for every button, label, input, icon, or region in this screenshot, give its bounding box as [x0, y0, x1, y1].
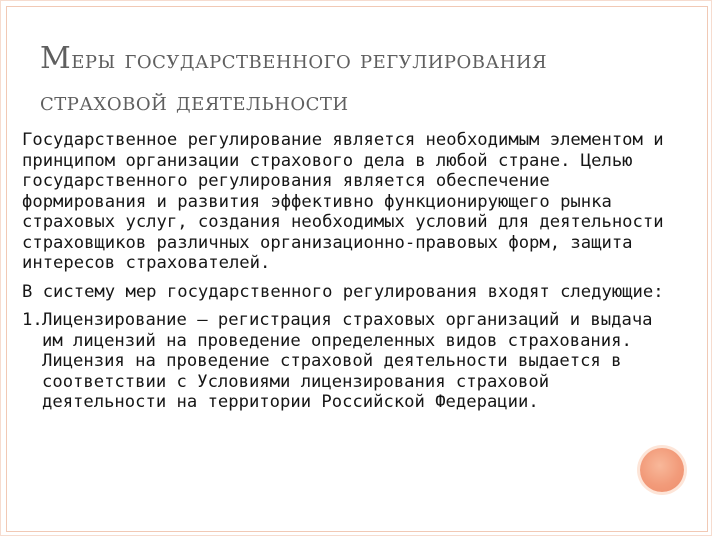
body-paragraph-1: Государственное регулирование является необходимым элементом и принципом организации страхового дела в любой стране. Целью государственного регулирования является обеспечение формирования и развития эффективно функционирующего рынка страховых услуг, создания необходимых условий для деятельности страховщиков различных организационно-правовых форм, защита интересов страхователей. — [22, 130, 664, 273]
list-item-text: Лицензирование — регистрация страховых организаций и выдача им лицензий на проведение определенных видов страхования. Лицензия на проведение страховой деятельности выдается в соответствии с Условиями лицензирования страховой деятельности на территории Российской Федерации. — [42, 310, 653, 412]
list-item-number: 1. — [22, 310, 43, 330]
body-paragraph-2: В систему мер государственного регулирования входят следующие: — [22, 281, 664, 302]
title-line-1: Меры государственного регулирования — [40, 41, 548, 76]
title-line-2: страховой деятельности — [40, 87, 349, 117]
list-item — [22, 310, 682, 413]
slide-body — [22, 130, 682, 413]
decorative-circle-icon — [640, 448, 684, 492]
slide-title — [40, 38, 640, 123]
